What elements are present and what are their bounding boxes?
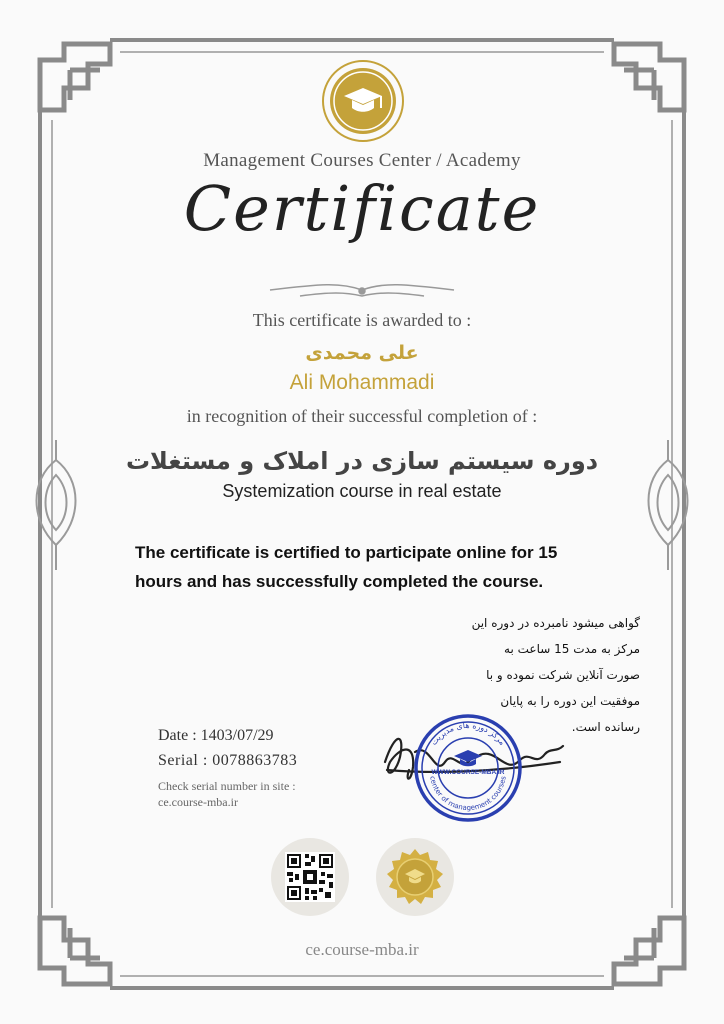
qr-code-icon bbox=[285, 852, 335, 902]
footer-website: ce.course-mba.ir bbox=[305, 940, 419, 959]
stamp-middle-text: WWW.COURSE-MBA.IR bbox=[431, 769, 505, 776]
description-english: The certificate is certified to participate online for 15 hours and has successfully completed the course. bbox=[135, 543, 558, 591]
qr-code-badge bbox=[271, 838, 349, 916]
certificate-heading: Certificate bbox=[183, 172, 541, 245]
official-stamp bbox=[412, 712, 524, 824]
issue-date: Date : 1403/07/29 bbox=[158, 727, 274, 744]
organization-title: Management Courses Center / Academy bbox=[203, 150, 521, 171]
description-persian: گواهی میشود نامبرده در دوره این مرکز به مدت 15 ساعت به صورت آنلاین شرکت نموده و با موفقیت این دوره را به پایان رسانده است. bbox=[471, 616, 640, 734]
recognition-label: in recognition of their successful completion of : bbox=[186, 406, 538, 426]
awarded-label: This certificate is awarded to : bbox=[252, 310, 472, 330]
stamp-top-text: مرکز دوره های مدیریت bbox=[429, 720, 507, 747]
stamp-bottom-text: center of management courses bbox=[428, 775, 508, 813]
course-title-persian: دوره سیستم سازی در املاک و مستغلات bbox=[125, 447, 599, 475]
recipient-name-persian: علی محمدی bbox=[305, 342, 419, 364]
gold-seal-badge bbox=[376, 838, 454, 916]
academy-logo bbox=[320, 58, 406, 144]
gold-seal-icon bbox=[385, 847, 445, 907]
serial-number: Serial : 0078863783 bbox=[158, 752, 298, 769]
course-title-english: Systemization course in real estate bbox=[222, 481, 502, 501]
serial-check-note: Check serial number in site : ce.course-mba.ir bbox=[158, 779, 296, 809]
recipient-name-english: Ali Mohammadi bbox=[289, 371, 435, 394]
stamp-cap-icon bbox=[454, 750, 482, 766]
